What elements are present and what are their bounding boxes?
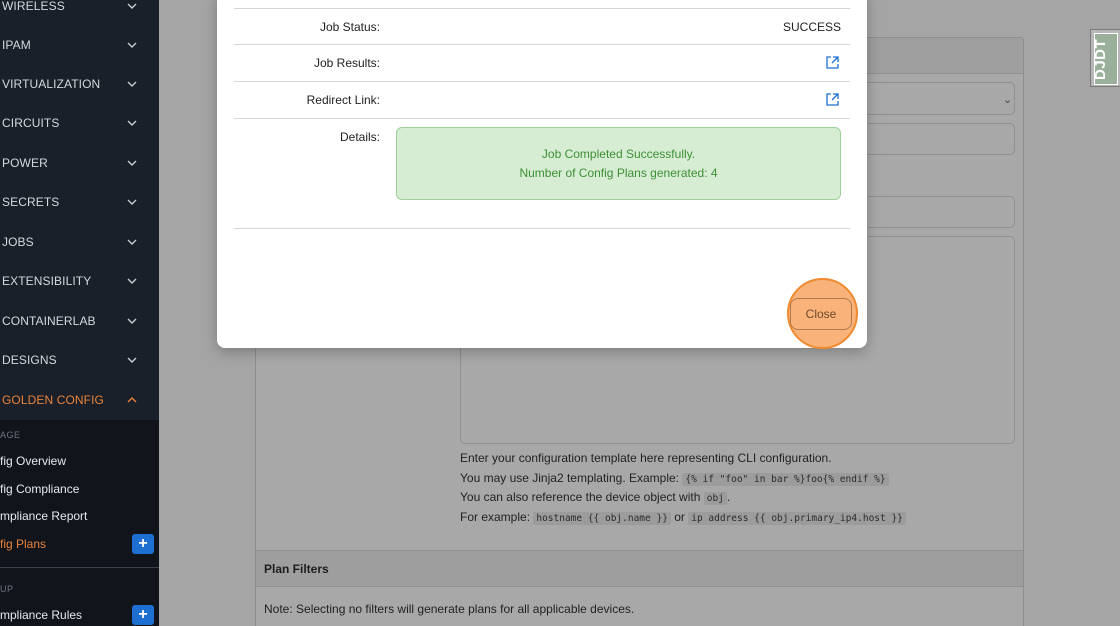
chevron-down-icon [127, 316, 137, 326]
debug-toolbar-label: DJDT [1092, 38, 1109, 80]
external-link-icon[interactable] [826, 56, 839, 69]
nav-item-label: DESIGNS [2, 352, 57, 367]
nav-item-label: EXTENSIBILITY [2, 273, 92, 288]
sidebar-link-config-compliance[interactable]: fig Compliance [0, 482, 80, 496]
nav-item-label: CONTAINERLAB [2, 313, 96, 328]
nav-item-designs[interactable] [0, 340, 159, 379]
row-divider [234, 44, 850, 45]
add-config-plan-button[interactable]: + [132, 534, 154, 554]
code-snippet: ip address {{ obj.primary_ip4.host }} [688, 512, 906, 525]
add-compliance-rule-button[interactable]: + [132, 605, 154, 625]
chevron-down-icon: ⌄ [1003, 94, 1013, 106]
redirect-link-label: Redirect Link: [306, 93, 380, 107]
help-text: You can also reference the device object with [460, 490, 704, 504]
sidebar-link-compliance-rules[interactable]: mpliance Rules [0, 608, 83, 622]
nav-item-jobs[interactable] [0, 222, 159, 261]
row-divider [234, 118, 850, 119]
plan-filters-title: Plan Filters [264, 562, 329, 576]
nav-item-label: GOLDEN CONFIG [2, 392, 104, 407]
nav-item-label: CIRCUITS [2, 115, 60, 130]
code-snippet: {% if "foo" in bar %}foo{% endif %} [682, 473, 888, 486]
success-message: Job Completed Successfully. [541, 147, 696, 161]
sidebar [0, 0, 159, 626]
nav-item-label: SECRETS [2, 194, 60, 209]
details-label: Details: [339, 130, 380, 144]
nav-item-ipam[interactable] [0, 25, 159, 64]
help-text-line [460, 510, 906, 524]
nav-item-label: WIRELESS [2, 0, 65, 13]
chevron-down-icon [127, 40, 137, 50]
sidebar-link-config-plans[interactable]: fig Plans [0, 537, 47, 551]
nav-item-extensibility[interactable] [0, 261, 159, 300]
plan-filters-header [256, 550, 1023, 587]
nav-item-virtualization[interactable] [0, 64, 159, 103]
help-text-line: Enter your configuration template here representing CLI configuration. [460, 451, 832, 465]
sidebar-link-config-overview[interactable]: fig Overview [0, 454, 67, 468]
chevron-down-icon [127, 1, 137, 11]
nav-item-label: IPAM [2, 37, 31, 52]
chevron-down-icon [127, 237, 137, 247]
job-results-label: Job Results: [313, 56, 380, 70]
chevron-down-icon [127, 197, 137, 207]
chevron-down-icon [127, 276, 137, 286]
close-button[interactable]: Close [790, 298, 852, 330]
help-text: You may use Jinja2 templating. Example: [460, 471, 683, 485]
nav-item-containerlab[interactable] [0, 301, 159, 340]
external-link-icon[interactable] [826, 93, 839, 106]
config-plans-count: Number of Config Plans generated: 4 [519, 166, 718, 180]
job-success-alert [396, 127, 841, 200]
plan-filters-note: Note: Selecting no filters will generate plans for all applicable devices. [264, 602, 635, 616]
chevron-down-icon [127, 79, 137, 89]
section-heading-setup: UP [0, 584, 14, 594]
job-status-value: SUCCESS [782, 20, 841, 34]
code-snippet: obj [704, 492, 727, 505]
section-heading-manage: AGE [0, 430, 21, 440]
nav-item-circuits[interactable] [0, 103, 159, 142]
nav-item-label: POWER [2, 155, 48, 170]
sidebar-divider [0, 567, 159, 568]
nav-item-golden-config[interactable] [0, 380, 159, 419]
help-text-line [460, 490, 730, 504]
sidebar-link-compliance-report[interactable]: mpliance Report [0, 509, 88, 523]
nav-item-label: JOBS [2, 234, 34, 249]
nav-item-wireless[interactable] [0, 0, 159, 25]
job-status-label: Job Status: [319, 20, 380, 34]
chevron-down-icon [127, 118, 137, 128]
chevron-up-icon [127, 395, 137, 405]
help-text-line [460, 471, 889, 485]
row-divider [234, 81, 850, 82]
golden-config-submenu [0, 420, 159, 626]
row-divider [234, 8, 850, 9]
nav-item-power[interactable] [0, 143, 159, 182]
help-text: For example: [460, 510, 534, 524]
code-snippet: hostname {{ obj.name }} [533, 512, 671, 525]
nav-item-label: VIRTUALIZATION [2, 76, 101, 91]
nav-item-secrets[interactable] [0, 182, 159, 221]
row-divider [234, 228, 850, 229]
chevron-down-icon [127, 355, 137, 365]
chevron-down-icon [127, 158, 137, 168]
help-text: . [726, 490, 731, 504]
help-text: or [670, 510, 689, 524]
